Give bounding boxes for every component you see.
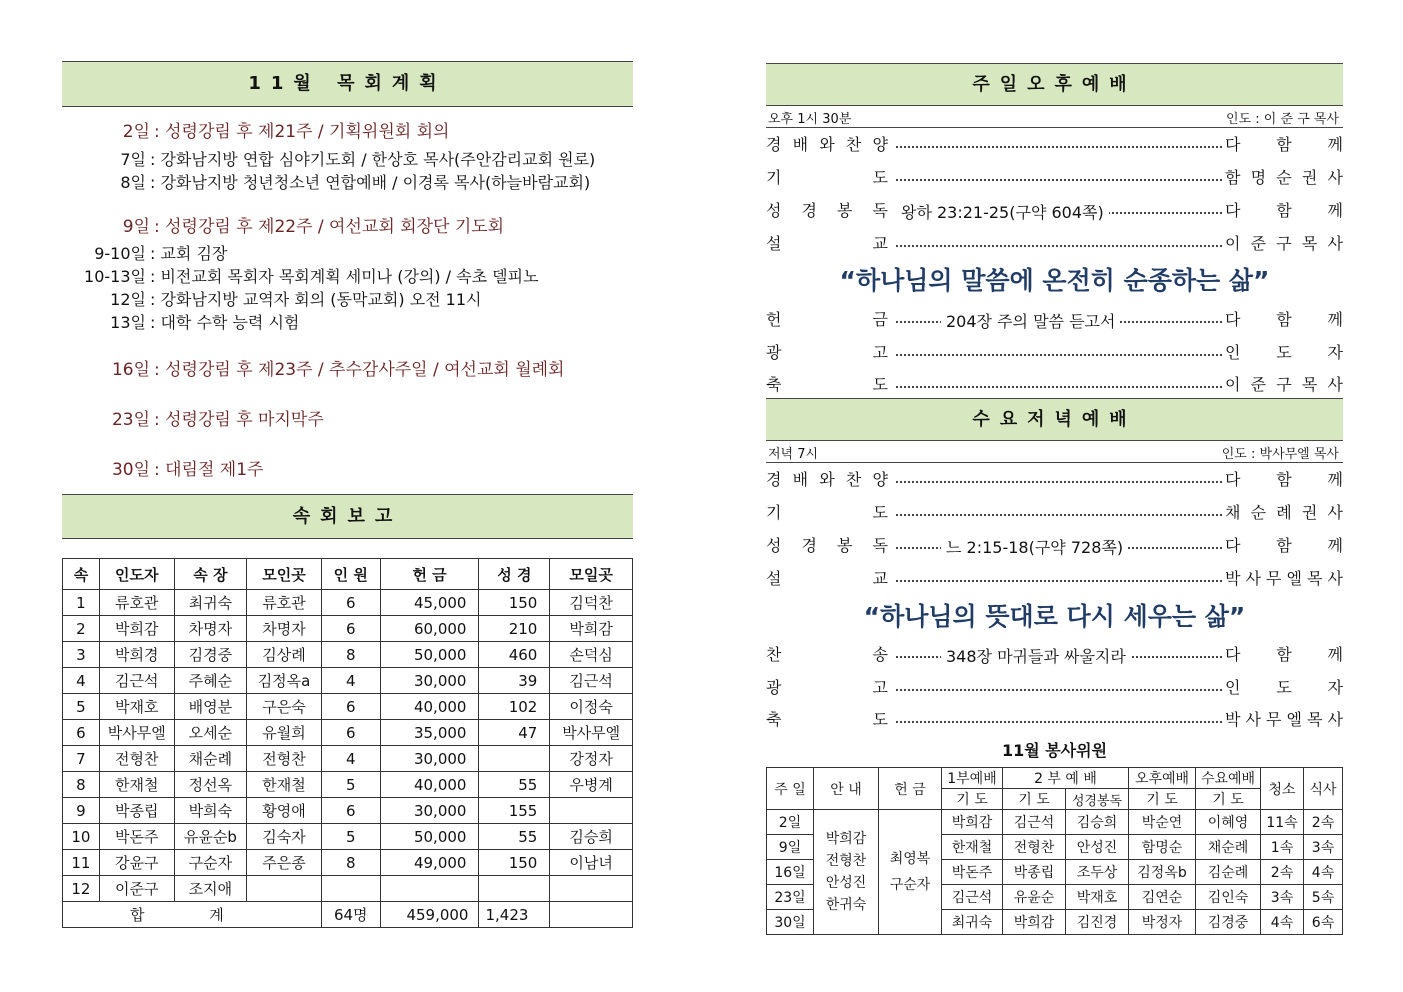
vol-head-meal: 식사: [1304, 768, 1343, 810]
groups-total-people: 64명: [321, 902, 380, 928]
order-row: [766, 336, 1343, 366]
groups-cell: 55: [479, 772, 550, 798]
table-row: [63, 798, 633, 824]
plan-item-date: 30일: [111, 460, 150, 480]
table-row: [63, 668, 633, 694]
groups-cell: 60,000: [380, 616, 479, 642]
groups-cell: [380, 876, 479, 902]
order-label: 축 도: [766, 375, 888, 394]
vol-guide-names: 박희감 전형찬 안성진 한귀숙: [814, 810, 879, 935]
groups-cell: 49,000: [380, 850, 479, 876]
groups-cell: 6: [63, 720, 100, 746]
groups-cell: 11: [63, 850, 100, 876]
order-label: 기 도: [766, 503, 888, 522]
order-label: 헌 금: [766, 310, 888, 329]
groups-cell: 4: [321, 746, 380, 772]
table-row: [63, 824, 633, 850]
groups-cell: 이정숙: [550, 694, 633, 720]
order-person: 인 도 자: [1225, 678, 1343, 697]
table-row: [63, 746, 633, 772]
volunteers-title: 11월 봉사위원: [1001, 741, 1108, 760]
order-row: [766, 638, 1343, 668]
plan-item-date: 23일: [111, 410, 150, 430]
wed-pm-sermon: “하나님의 뜻대로 다시 세우는 삶”: [863, 602, 1246, 631]
vol-head-s1-prayer: 기 도: [942, 789, 1003, 810]
plan-item: [62, 147, 633, 170]
order-label: 광 고: [766, 678, 888, 697]
vol-cell: 박돈주: [942, 860, 1003, 885]
vol-head-s1: 1부예배: [942, 768, 1003, 789]
groups-cell: 김상례: [247, 642, 322, 668]
order-person: 인 도 자: [1225, 343, 1343, 362]
groups-cell: 30,000: [380, 746, 479, 772]
order-person: 이 준 구 목 사: [1225, 375, 1343, 394]
order-label: 축 도: [766, 710, 888, 729]
groups-cell: 한재철: [247, 772, 322, 798]
vol-cell: 1속: [1261, 835, 1304, 860]
groups-cell: 1: [63, 590, 100, 616]
groups-cell: 8: [321, 642, 380, 668]
plan-item-date: 9-10일: [94, 244, 146, 263]
table-row: [63, 616, 633, 642]
order-leader-dots: [896, 467, 1222, 483]
vol-head-guide: 안 내: [814, 768, 879, 810]
order-leader-dots: [896, 198, 1222, 222]
order-row: [766, 529, 1343, 559]
vol-cell: 함명순: [1129, 835, 1196, 860]
table-row: [63, 590, 633, 616]
volunteers-table: [766, 767, 1343, 935]
groups-cell: [479, 746, 550, 772]
order-row: [766, 671, 1343, 701]
groups-cell: 55: [479, 824, 550, 850]
vol-cell: 11속: [1261, 810, 1304, 835]
vol-cell: 김근석: [942, 885, 1003, 910]
groups-total-empty: [550, 902, 633, 928]
groups-total-label: 합 계: [63, 902, 322, 928]
groups-cell: 황영애: [247, 798, 322, 824]
groups-cell: 차명자: [174, 616, 247, 642]
vol-cell: 김순례: [1196, 860, 1261, 885]
groups-cell: 전형찬: [247, 746, 322, 772]
groups-cell: [247, 876, 322, 902]
order-leader-dots: [896, 533, 1222, 557]
vol-cell: 박재호: [1066, 885, 1129, 910]
groups-cell: 차명자: [247, 616, 322, 642]
vol-head-pm-prayer: 기 도: [1129, 789, 1196, 810]
table-row: [767, 810, 1343, 835]
sunday-pm-title: 주일오후예배: [972, 74, 1137, 95]
plan-item-text: : 대림절 제1주: [154, 460, 264, 480]
groups-header-cell: 모일곳: [550, 559, 633, 590]
groups-cell: 150: [479, 590, 550, 616]
vol-date: 2일: [767, 810, 814, 835]
groups-header-cell: 속: [63, 559, 100, 590]
plan-title: 11월 목회계획: [248, 73, 447, 94]
groups-cell: 김숙자: [247, 824, 322, 850]
groups-cell: [321, 876, 380, 902]
vol-cell: 김근석: [1003, 810, 1066, 835]
vol-offering-names: 최영복 구순자: [879, 810, 942, 935]
vol-date: 16일: [767, 860, 814, 885]
vol-cell: 2속: [1304, 810, 1343, 835]
order-person: 채 순 례 권 사: [1225, 503, 1343, 522]
wed-pm-title: 수요저녁예배: [972, 409, 1137, 430]
groups-cell: 류호관: [247, 590, 322, 616]
plan-item-date: 7일: [120, 150, 146, 169]
plan-item: [62, 405, 633, 430]
order-leader-dots: [896, 372, 1222, 388]
plan-item-text: : 교회 김장: [150, 244, 228, 263]
order-person: 함 명 순 권 사: [1225, 168, 1343, 187]
vol-head-pm: 오후예배: [1129, 768, 1196, 789]
order-label: 성 경 봉 독: [766, 201, 888, 220]
groups-cell: 155: [479, 798, 550, 824]
vol-cell: 안성진: [1066, 835, 1129, 860]
vol-head-sunday: 주 일: [767, 768, 814, 810]
order-leader-dots: [896, 500, 1222, 516]
order-leader-dots: [896, 231, 1222, 247]
groups-cell: 손덕심: [550, 642, 633, 668]
groups-cell: 유윤순b: [174, 824, 247, 850]
groups-cell: 47: [479, 720, 550, 746]
groups-title: 속회보고: [292, 506, 403, 527]
vol-cell: 4속: [1304, 860, 1343, 885]
order-person: 박 사 무 엘 목 사: [1225, 710, 1343, 729]
groups-cell: 3: [63, 642, 100, 668]
groups-cell: 6: [321, 616, 380, 642]
groups-cell: 35,000: [380, 720, 479, 746]
groups-header-cell: 모인곳: [247, 559, 322, 590]
groups-cell: 4: [63, 668, 100, 694]
groups-cell: 박희감: [99, 616, 174, 642]
groups-cell: 460: [479, 642, 550, 668]
table-row: [63, 642, 633, 668]
plan-item-date: 9일: [122, 217, 150, 237]
groups-cell: 김근석: [99, 668, 174, 694]
table-row: [63, 772, 633, 798]
vol-cell: 채순례: [1196, 835, 1261, 860]
order-row: [766, 368, 1343, 398]
order-leader-dots: [896, 165, 1222, 181]
plan-item-date: 2일: [122, 122, 150, 142]
order-label: 성 경 봉 독: [766, 536, 888, 555]
groups-cell: 김정옥a: [247, 668, 322, 694]
vol-head-s2-prayer: 기 도: [1003, 789, 1066, 810]
groups-cell: 39: [479, 668, 550, 694]
plan-item: [62, 241, 633, 264]
order-row: [766, 463, 1343, 493]
groups-header-cell: 성 경: [479, 559, 550, 590]
sunday-pm-sermon: “하나님의 말씀에 온전히 순종하는 삶”: [839, 266, 1270, 295]
plan-item-date: 13일: [110, 313, 146, 332]
table-row: [63, 850, 633, 876]
sunday-pm-banner: [766, 63, 1343, 106]
plan-banner: [62, 61, 633, 107]
vol-cell: 박종립: [1003, 860, 1066, 885]
groups-cell: 박희감: [550, 616, 633, 642]
vol-cell: 김연순: [1129, 885, 1196, 910]
groups-cell: 정선옥: [174, 772, 247, 798]
groups-cell: 김덕찬: [550, 590, 633, 616]
plan-item: [62, 455, 633, 480]
plan-item-text: : 강화남지방 청년청소년 연합예배 / 이경록 목사(하늘바람교회): [150, 173, 591, 192]
vol-date: 9일: [767, 835, 814, 860]
groups-cell: 박사무엘: [99, 720, 174, 746]
order-person: 다 함 께: [1225, 536, 1343, 555]
plan-item-text: : 비전교회 목회자 목회계획 세미나 (강의) / 속초 델피노: [150, 267, 539, 286]
vol-head-wed-prayer: 기 도: [1196, 789, 1261, 810]
vol-cell: 6속: [1304, 910, 1343, 935]
table-row: [63, 720, 633, 746]
order-person: 다 함 께: [1225, 201, 1343, 220]
sunday-pm-leader: 인도 : 이 준 구 목사: [1226, 112, 1339, 127]
table-row: [63, 876, 633, 902]
plan-item-text: : 성령강림 후 제22주 / 여선교회 회장단 기도회: [154, 217, 505, 237]
vol-cell: 3속: [1261, 885, 1304, 910]
order-detail: 204장 주의 말씀 듣고서: [941, 309, 1120, 332]
order-person: 다 함 께: [1225, 310, 1343, 329]
groups-cell: 조지애: [174, 876, 247, 902]
groups-cell: 6: [321, 720, 380, 746]
groups-cell: 5: [321, 824, 380, 850]
vol-date: 23일: [767, 885, 814, 910]
groups-cell: [479, 876, 550, 902]
vol-cell: 2속: [1261, 860, 1304, 885]
groups-cell: [550, 798, 633, 824]
groups-cell: 6: [321, 694, 380, 720]
order-detail: 왕하 23:21-25(구약 604쪽): [896, 200, 1109, 223]
order-leader-dots: [896, 340, 1222, 356]
groups-total-row: [63, 902, 633, 928]
order-detail: 348장 마귀들과 싸울지라: [941, 644, 1131, 667]
vol-head-wed: 수요예배: [1196, 768, 1261, 789]
groups-cell: 10: [63, 824, 100, 850]
groups-cell: 채순례: [174, 746, 247, 772]
vol-cell: 3속: [1304, 835, 1343, 860]
groups-cell: 최귀숙: [174, 590, 247, 616]
wed-pm-time: 저녁 7시: [768, 447, 819, 462]
plan-item: [62, 170, 633, 193]
groups-cell: 주혜순: [174, 668, 247, 694]
groups-cell: 5: [321, 772, 380, 798]
vol-date: 30일: [767, 910, 814, 935]
vol-cell: 김진경: [1066, 910, 1129, 935]
groups-cell: 김경중: [174, 642, 247, 668]
sunday-pm-time: 오후 1시 30분: [768, 112, 852, 127]
vol-cell: 박희감: [942, 810, 1003, 835]
groups-cell: 박희경: [99, 642, 174, 668]
groups-cell: 이준구: [99, 876, 174, 902]
order-row: [766, 496, 1343, 526]
groups-cell: 12: [63, 876, 100, 902]
plan-item: [62, 310, 633, 333]
groups-cell: 150: [479, 850, 550, 876]
plan-item-text: : 대학 수학 능력 시험: [150, 313, 300, 332]
groups-cell: 30,000: [380, 668, 479, 694]
groups-cell: 이남녀: [550, 850, 633, 876]
order-label: 설 교: [766, 234, 888, 253]
plan-item-text: : 성령강림 후 제23주 / 추수감사주일 / 여선교회 월례회: [154, 360, 565, 380]
plan-item: [62, 212, 633, 237]
wed-pm-banner: [766, 398, 1343, 441]
plan-item: [62, 287, 633, 310]
vol-cell: 김경중: [1196, 910, 1261, 935]
order-leader-dots: [896, 707, 1222, 723]
wed-pm-info: [766, 440, 1343, 463]
vol-cell: 5속: [1304, 885, 1343, 910]
groups-cell: 6: [321, 590, 380, 616]
vol-head-clean: 청소: [1261, 768, 1304, 810]
order-leader-dots: [896, 566, 1222, 582]
order-row: [766, 303, 1343, 333]
groups-cell: 102: [479, 694, 550, 720]
plan-item-date: 12일: [110, 290, 146, 309]
groups-header-cell: 인 원: [321, 559, 380, 590]
order-label: 찬 송: [766, 645, 888, 664]
order-person: 다 함 께: [1225, 470, 1343, 489]
vol-cell: 김정옥b: [1129, 860, 1196, 885]
order-leader-dots: [896, 132, 1222, 148]
groups-cell: 박재호: [99, 694, 174, 720]
groups-cell: 김승희: [550, 824, 633, 850]
order-label: 경 배 와 찬 양: [766, 470, 888, 489]
plan-item-date: 10-13일: [84, 267, 146, 286]
plan-item-text: : 성령강림 후 마지막주: [154, 410, 324, 430]
groups-cell: 배영분: [174, 694, 247, 720]
vol-cell: 박희감: [1003, 910, 1066, 935]
plan-item-text: : 성령강림 후 제21주 / 기획위원회 회의: [154, 122, 450, 142]
order-person: 다 함 께: [1225, 135, 1343, 154]
wed-pm-leader: 인도 : 박사무엘 목사: [1221, 447, 1339, 462]
vol-cell: 이혜영: [1196, 810, 1261, 835]
groups-cell: 류호관: [99, 590, 174, 616]
groups-total-offering: 459,000: [380, 902, 479, 928]
vol-cell: 4속: [1261, 910, 1304, 935]
order-label: 기 도: [766, 168, 888, 187]
groups-cell: 오세순: [174, 720, 247, 746]
vol-cell: 김승희: [1066, 810, 1129, 835]
groups-header-cell: 헌 금: [380, 559, 479, 590]
order-row: [766, 703, 1343, 733]
groups-cell: 강윤구: [99, 850, 174, 876]
plan-item-date: 8일: [120, 173, 146, 192]
vol-cell: 조두상: [1066, 860, 1129, 885]
vol-head-s2: 2 부 예 배: [1003, 768, 1129, 789]
vol-head-s2-reading: 성경봉독: [1066, 789, 1129, 810]
sunday-pm-info: [766, 105, 1343, 128]
vol-cell: 박순연: [1129, 810, 1196, 835]
groups-cell: 강정자: [550, 746, 633, 772]
order-row: [766, 194, 1343, 224]
groups-cell: 4: [321, 668, 380, 694]
groups-cell: 50,000: [380, 824, 479, 850]
plan-item: [62, 117, 633, 142]
groups-cell: 6: [321, 798, 380, 824]
groups-cell: [550, 876, 633, 902]
groups-cell: 210: [479, 616, 550, 642]
order-detail: 느 2:15-18(구약 728쪽): [941, 535, 1128, 558]
order-row: [766, 128, 1343, 158]
groups-cell: 한재철: [99, 772, 174, 798]
groups-cell: 5: [63, 694, 100, 720]
groups-cell: 8: [321, 850, 380, 876]
groups-banner: [62, 494, 633, 539]
groups-cell: 김근석: [550, 668, 633, 694]
order-leader-dots: [896, 642, 1222, 666]
order-leader-dots: [896, 675, 1222, 691]
vol-head-offering: 헌 금: [879, 768, 942, 810]
order-row: [766, 161, 1343, 191]
vol-cell: 유윤순: [1003, 885, 1066, 910]
groups-cell: 구순자: [174, 850, 247, 876]
order-person: 이 준 구 목 사: [1225, 234, 1343, 253]
groups-cell: 40,000: [380, 772, 479, 798]
plan-item-text: : 강화남지방 교역자 회의 (동막교회) 오전 11시: [150, 290, 482, 309]
order-label: 광 고: [766, 343, 888, 362]
order-label: 설 교: [766, 569, 888, 588]
vol-cell: 전형찬: [1003, 835, 1066, 860]
vol-cell: 최귀숙: [942, 910, 1003, 935]
groups-cell: 2: [63, 616, 100, 642]
groups-cell: 유월희: [247, 720, 322, 746]
groups-cell: 30,000: [380, 798, 479, 824]
groups-cell: 박돈주: [99, 824, 174, 850]
groups-cell: 박종립: [99, 798, 174, 824]
groups-cell: 박사무엘: [550, 720, 633, 746]
order-label: 경 배 와 찬 양: [766, 135, 888, 154]
groups-total-bible: 1,423: [479, 902, 550, 928]
groups-cell: 50,000: [380, 642, 479, 668]
order-row: [766, 562, 1343, 592]
vol-cell: 박정자: [1129, 910, 1196, 935]
groups-cell: 박희숙: [174, 798, 247, 824]
order-person: 다 함 께: [1225, 645, 1343, 664]
groups-cell: 전형찬: [99, 746, 174, 772]
groups-header-cell: 속 장: [174, 559, 247, 590]
groups-cell: 40,000: [380, 694, 479, 720]
plan-item-text: : 강화남지방 연합 심야기도회 / 한상호 목사(주안감리교회 원로): [150, 150, 596, 169]
groups-table: [62, 558, 633, 928]
groups-cell: 8: [63, 772, 100, 798]
vol-cell: 한재철: [942, 835, 1003, 860]
groups-cell: 45,000: [380, 590, 479, 616]
plan-item-date: 16일: [111, 360, 150, 380]
groups-header-cell: 인도자: [99, 559, 174, 590]
order-row: [766, 227, 1343, 257]
groups-cell: 9: [63, 798, 100, 824]
groups-cell: 주은종: [247, 850, 322, 876]
plan-item: [62, 355, 633, 380]
groups-cell: 7: [63, 746, 100, 772]
plan-item: [62, 264, 633, 287]
order-leader-dots: [896, 307, 1222, 331]
vol-cell: 김인숙: [1196, 885, 1261, 910]
order-person: 박 사 무 엘 목 사: [1225, 569, 1343, 588]
table-row: [63, 694, 633, 720]
groups-cell: 우병계: [550, 772, 633, 798]
groups-cell: 구은숙: [247, 694, 322, 720]
